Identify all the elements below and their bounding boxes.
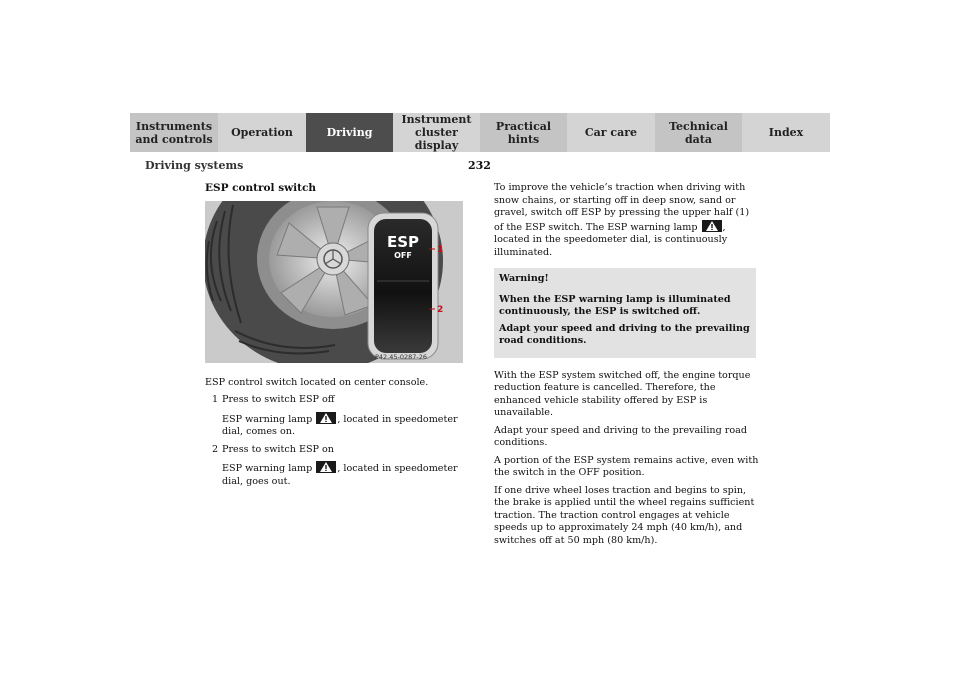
paragraph-torque: With the ESP system switched off, the engine torque reduction feature is cancelled. Therefore, the enhanced vehicle stability offered by ESP is unavailable. bbox=[494, 369, 751, 418]
chapter-tabs bbox=[130, 113, 830, 152]
item-text: Press to switch ESP off bbox=[222, 394, 335, 405]
paragraph-portion: A portion of the ESP system remains active, even with the switch in the OFF position. bbox=[494, 454, 759, 478]
esp-warning-lamp-icon bbox=[316, 412, 336, 424]
tab-instrument-cluster-display[interactable]: Instrument cluster display bbox=[393, 113, 480, 152]
warning-title: Warning! bbox=[499, 273, 549, 284]
tab-driving[interactable]: Driving bbox=[306, 113, 393, 152]
figure-caption: ESP control switch located on center console. bbox=[205, 376, 429, 388]
list-item bbox=[205, 394, 467, 439]
switch-esp-label: ESP bbox=[386, 232, 420, 251]
list-item bbox=[205, 444, 467, 489]
callout-1: 1 bbox=[437, 244, 444, 255]
warning-line-2: Adapt your speed and driving to the prevailing road conditions. bbox=[499, 322, 750, 346]
figure-code: P42.45-0287-26 bbox=[374, 352, 427, 361]
page-number: 232 bbox=[468, 159, 491, 172]
left-column bbox=[205, 182, 467, 493]
paragraph-drive-wheel: If one drive wheel loses traction and begins to spin, the brake is applied until the wheel regains sufficient traction. The traction control engages at vehicle speeds up to approximately 24 mph (40 km/h), and switches off at 50 mph (80 km/h). bbox=[494, 484, 755, 546]
section-title: Driving systems bbox=[145, 159, 244, 172]
tab-technical-data[interactable]: Technical data bbox=[655, 113, 742, 152]
warning-box bbox=[494, 268, 756, 358]
tab-operation[interactable]: Operation bbox=[218, 113, 306, 152]
tab-instruments-and-controls[interactable]: Instruments and controls bbox=[130, 113, 218, 152]
esp-control-switch-heading: ESP control switch bbox=[205, 182, 317, 194]
callout-2: 2 bbox=[437, 304, 444, 315]
item-subtext: ESP warning lamp , located in speedometer dial, goes out. bbox=[222, 463, 458, 487]
item-text: Press to switch ESP on bbox=[222, 443, 334, 455]
esp-switch-illustration bbox=[205, 201, 463, 363]
warning-line-1: When the ESP warning lamp is illuminated continuously, the ESP is switched off. bbox=[499, 293, 731, 317]
esp-switch-figure bbox=[205, 201, 463, 363]
item-number: 2 bbox=[212, 443, 219, 455]
item-subtext: ESP warning lamp , located in speedometer dial, comes on. bbox=[222, 413, 458, 437]
paragraph-adapt: Adapt your speed and driving to the prevailing road conditions. bbox=[494, 424, 747, 448]
right-column bbox=[494, 182, 759, 552]
item-number: 1 bbox=[212, 394, 219, 405]
tab-index[interactable]: Index bbox=[742, 113, 830, 152]
tab-car-care[interactable]: Car care bbox=[567, 113, 655, 152]
paragraph-traction: To improve the vehicle’s traction when driving with snow chains, or starting off in deep snow, sand or gravel, switch off ESP by pressing the upper half (1) of the ESP switch. The ESP warning lamp , located in the speedometer dial, is continuously illuminated. bbox=[494, 182, 750, 258]
switch-off-label: OFF bbox=[394, 250, 412, 260]
tab-practical-hints[interactable]: Practical hints bbox=[480, 113, 567, 152]
esp-warning-lamp-icon bbox=[702, 220, 722, 232]
esp-warning-lamp-icon bbox=[316, 461, 336, 473]
